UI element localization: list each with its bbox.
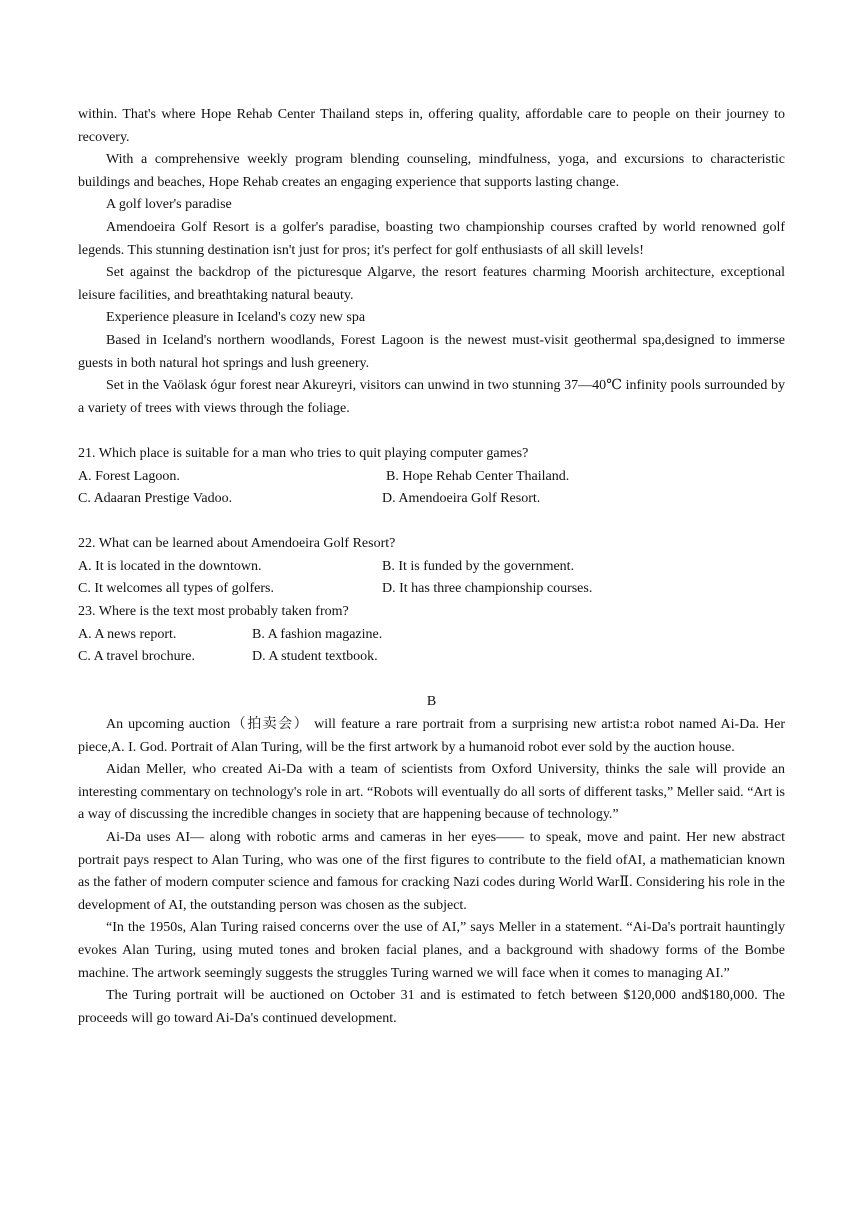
passage-b-paragraph: The Turing portrait will be auctioned on October 31 and is estimated to fetch between $120,000 and$180,000. The proceeds will go toward Ai-Da's continued development.: [78, 988, 785, 1026]
option-a: A. A news report.: [78, 626, 177, 642]
option-c: C. Adaaran Prestige Vadoo.: [78, 491, 233, 507]
option-row: [78, 578, 785, 601]
question-stem: 23. Where is the text most probably taken from?: [78, 604, 349, 620]
option-d: D. A student textbook.: [252, 649, 378, 665]
option-a: A. It is located in the downtown.: [78, 558, 262, 574]
passage-a-subheading: A golf lover's paradise: [106, 197, 232, 213]
question-stem: 21. Which place is suitable for a man who tries to quit playing computer games?: [78, 445, 529, 461]
spacer: [78, 511, 785, 534]
passage-a-paragraph: With a comprehensive weekly program blending counseling, mindfulness, yoga, and excursions to characteristic buildings and beaches, Hope Rehab creates an engaging experience that supports lasting change.: [78, 152, 785, 190]
passage-a-subheading: Experience pleasure in Iceland's cozy new spa: [106, 310, 366, 326]
section-heading: B: [426, 694, 437, 710]
option-row: [78, 466, 785, 489]
passage-a-paragraph: Set in the Vaölask ógur forest near Akureyri, visitors can unwind in two stunning 37—40℃ infinity pools surrounded by a variety of trees with views through the foliage.: [78, 378, 785, 416]
passage-b-paragraph: “In the 1950s, Alan Turing raised concerns over the use of AI,” says Meller in a statement. “Ai-Da's portrait hauntingly evokes Alan Turing, using muted tones and broken facial planes, and a background with shadowy forms of the Bombe machine. The artwork seemingly suggests the struggles Turing warned we will face when it comes to managing AI.”: [78, 920, 785, 981]
passage-b-paragraph: Aidan Meller, who created Ai-Da with a team of scientists from Oxford University, thinks the sale will provide an interesting commentary on technology's role in art. “Robots will eventually do all sorts of different tasks,” Meller said. “Art is a way of discussing the incredible changes in society that are happening because of technology.”: [78, 762, 785, 823]
option-a: A. Forest Lagoon.: [78, 468, 180, 484]
passage-a-paragraph: Amendoeira Golf Resort is a golfer's paradise, boasting two championship courses crafted by world renowned golf legends. This stunning destination isn't just for pros; it's perfect for golf enthusiasts of all skill levels!: [78, 219, 785, 258]
option-row: [78, 488, 785, 511]
passage-b-paragraph: An upcoming auction（拍卖会） will feature a rare portrait from a surprising new artist:a robot named Ai-Da. Her piece,A. I. God. Portrait of Alan Turing, will be the first artwork by a humanoid robot ever sold by the auction house.: [78, 717, 785, 755]
option-b: B. Hope Rehab Center Thailand.: [386, 468, 570, 484]
question-21: [78, 443, 785, 511]
spacer: [78, 669, 785, 692]
option-c: C. It welcomes all types of golfers.: [78, 581, 274, 597]
option-c: C. A travel brochure.: [78, 649, 196, 665]
passage-a-paragraph: Set against the backdrop of the picturesque Algarve, the resort features charming Moorish architecture, exceptional leisure facilities, and breathtaking natural beauty.: [78, 265, 785, 303]
option-row: [78, 646, 785, 669]
passage-a-paragraph: within. That's where Hope Rehab Center Thailand steps in, offering quality, affordable care to people on their journey to recovery.: [78, 107, 785, 145]
spacer: [78, 420, 785, 443]
option-row: [78, 624, 785, 647]
question-22: [78, 533, 785, 601]
option-b: B. It is funded by the government.: [382, 558, 575, 574]
document-page: [78, 104, 785, 1030]
option-d: D. Amendoeira Golf Resort.: [382, 491, 541, 507]
passage-a-paragraph: Based in Iceland's northern woodlands, Forest Lagoon is the newest must-visit geothermal spa,designed to immerse guests in both natural hot springs and lush greenery.: [78, 332, 785, 371]
question-23: [78, 601, 785, 669]
question-stem: 22. What can be learned about Amendoeira Golf Resort?: [78, 536, 396, 552]
option-b: B. A fashion magazine.: [252, 626, 383, 642]
option-d: D. It has three championship courses.: [382, 581, 593, 597]
option-row: [78, 556, 785, 579]
passage-b-paragraph: Ai-Da uses AI— along with robotic arms and cameras in her eyes—— to speak, move and paint. Her new abstract portrait pays respect to Alan Turing, who was one of the first figures to contribute to the field ofAI, a mathematician known as the father of modern computer science and famous for cracking Nazi codes during World WarⅡ. Considering his role in the development of AI, the outstanding person was chosen as the subject.: [78, 830, 785, 913]
